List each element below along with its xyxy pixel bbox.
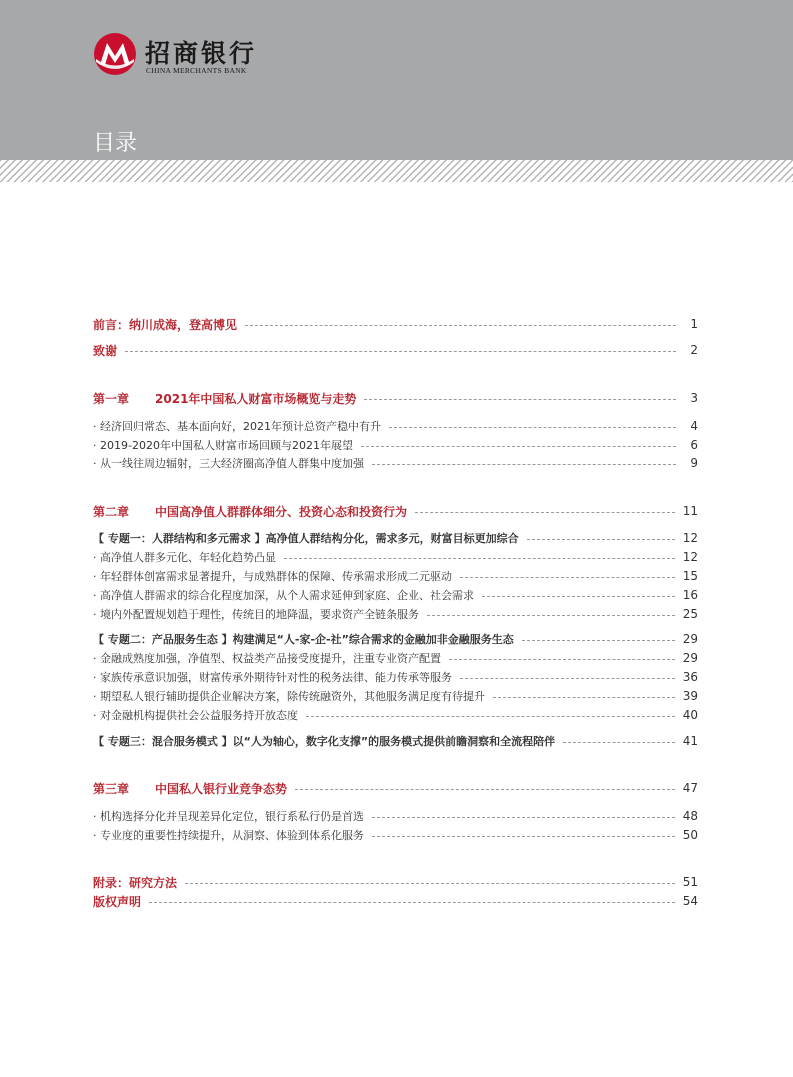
leader-dots bbox=[372, 464, 676, 465]
toc-entry-page: 54 bbox=[682, 894, 698, 908]
toc-entry-page: 2 bbox=[690, 343, 698, 357]
toc-entry-label: 【 专题二：产品服务生态 】构建满足“人-家-企-社”综合需求的金融加非金融服务生态 bbox=[93, 633, 514, 646]
leader-dots bbox=[306, 716, 675, 717]
toc-entry-page: 12 bbox=[682, 531, 698, 545]
toc-entry-page: 40 bbox=[682, 708, 698, 722]
toc-entry-label: · 2019-2020年中国私人财富市场回顾与2021年展望 bbox=[93, 439, 353, 452]
toc-entry-label: · 境内外配置规划趋于理性，传统目的地降温，要求资产全链条服务 bbox=[93, 608, 419, 621]
toc-entry-sub[interactable] bbox=[93, 807, 698, 825]
toc-entry-label: · 专业度的重要性持续提升，从洞察、体验到体系化服务 bbox=[93, 829, 364, 842]
toc-entry-label: · 从一线往周边辐射，三大经济圈高净值人群集中度加强 bbox=[93, 457, 364, 470]
toc-entry-page: 29 bbox=[682, 651, 698, 665]
toc-entry-copyright[interactable] bbox=[93, 892, 698, 910]
chapter-number: 第一章 bbox=[93, 391, 130, 406]
leader-dots bbox=[563, 742, 675, 743]
toc-entry-chapter-3[interactable] bbox=[93, 779, 698, 797]
leader-dots bbox=[185, 883, 675, 884]
brand-name-en: CHINA MERCHANTS BANK bbox=[146, 66, 247, 75]
leader-dots bbox=[449, 659, 675, 660]
toc-entry-label: 【 专题一：人群结构和多元需求 】高净值人群结构分化，需求多元，财富目标更加综合 bbox=[93, 532, 519, 545]
leader-dots bbox=[493, 697, 675, 698]
toc-entry-label: 致谢 bbox=[93, 343, 118, 358]
toc-entry-sub[interactable] bbox=[93, 548, 698, 566]
toc-entry-label: 前言：纳川成海，登高博见 bbox=[93, 317, 238, 332]
leader-dots bbox=[245, 325, 676, 326]
toc-entry-page: 47 bbox=[682, 781, 698, 795]
toc-entry-page: 51 bbox=[682, 875, 698, 889]
chapter-title: 中国私人银行业竞争态势 bbox=[155, 781, 288, 796]
toc-entry-label: · 机构选择分化并呈现差异化定位，银行系私行仍是首选 bbox=[93, 810, 364, 823]
toc-entry-sub[interactable] bbox=[93, 567, 698, 585]
chapter-title: 2021年中国私人财富市场概览与走势 bbox=[155, 391, 357, 406]
leader-dots bbox=[295, 789, 675, 790]
toc-entry-preface[interactable] bbox=[93, 315, 698, 333]
toc-entry-page: 36 bbox=[682, 670, 698, 684]
toc-entry-sub[interactable] bbox=[93, 687, 698, 705]
toc-entry-sub[interactable] bbox=[93, 605, 698, 623]
leader-dots bbox=[125, 351, 676, 352]
toc-entry-chapter-2[interactable] bbox=[93, 502, 698, 520]
toc-entry-label bbox=[93, 503, 407, 520]
toc-entry-topic-2[interactable] bbox=[93, 630, 698, 648]
toc-entry-label: · 家族传承意识加强，财富传承外期待针对性的税务法律、能力传承等服务 bbox=[93, 671, 452, 684]
toc-entry-page: 29 bbox=[682, 632, 698, 646]
toc-entry-label bbox=[93, 780, 287, 797]
toc-entry-appendix[interactable] bbox=[93, 873, 698, 891]
toc-entry-page: 4 bbox=[690, 419, 698, 433]
toc-entry-page: 6 bbox=[690, 438, 698, 452]
leader-dots bbox=[364, 399, 676, 400]
toc-entry-topic-3[interactable] bbox=[93, 732, 698, 750]
toc-entry-page: 9 bbox=[690, 456, 698, 470]
toc-entry-sub[interactable] bbox=[93, 417, 698, 435]
leader-dots bbox=[389, 427, 676, 428]
toc-entry-page: 12 bbox=[682, 550, 698, 564]
toc-entry-page: 50 bbox=[682, 828, 698, 842]
toc-entry-label: 附录：研究方法 bbox=[93, 875, 178, 890]
leader-dots bbox=[427, 615, 675, 616]
toc-entry-label: · 对金融机构提供社会公益服务持开放态度 bbox=[93, 709, 298, 722]
toc-entry-label: · 年轻群体创富需求显著提升，与成熟群体的保障、传承需求形成二元驱动 bbox=[93, 570, 452, 583]
leader-dots bbox=[522, 640, 675, 641]
chapter-number: 第三章 bbox=[93, 781, 130, 796]
leader-dots bbox=[284, 558, 675, 559]
toc-entry-page: 48 bbox=[682, 809, 698, 823]
toc-entry-label: · 金融成熟度加强，净值型、权益类产品接受度提升，注重专业资产配置 bbox=[93, 652, 441, 665]
chapter-title: 中国高净值人群群体细分、投资心态和投资行为 bbox=[155, 504, 408, 519]
toc-entry-sub[interactable] bbox=[93, 706, 698, 724]
toc-entry-sub[interactable] bbox=[93, 668, 698, 686]
toc-entry-page: 15 bbox=[682, 569, 698, 583]
toc-entry-page: 16 bbox=[682, 588, 698, 602]
leader-dots bbox=[149, 902, 675, 903]
toc-entry-page: 3 bbox=[690, 391, 698, 405]
toc-entry-label bbox=[93, 390, 356, 407]
page-title: 目录 bbox=[93, 131, 138, 156]
toc-entry-chapter-1[interactable] bbox=[93, 389, 698, 407]
leader-dots bbox=[361, 446, 676, 447]
toc-entry-label: · 高净值人群需求的综合化程度加深，从个人需求延伸到家庭、企业、社会需求 bbox=[93, 589, 474, 602]
leader-dots bbox=[415, 512, 675, 513]
brand-name-cn: 招商银行 bbox=[145, 39, 258, 68]
leader-dots bbox=[460, 577, 675, 578]
leader-dots bbox=[372, 817, 675, 818]
toc-entry-page: 1 bbox=[690, 317, 698, 331]
leader-dots bbox=[482, 596, 675, 597]
toc-entry-sub[interactable] bbox=[93, 649, 698, 667]
chapter-number: 第二章 bbox=[93, 504, 130, 519]
toc-entry-label: · 经济回归常态、基本面向好，2021年预计总资产稳中有升 bbox=[93, 420, 381, 433]
leader-dots bbox=[372, 836, 675, 837]
toc-entry-page: 39 bbox=[682, 689, 698, 703]
leader-dots bbox=[527, 539, 675, 540]
toc-entry-sub[interactable] bbox=[93, 436, 698, 454]
toc-entry-thanks[interactable] bbox=[93, 341, 698, 359]
toc-entry-page: 25 bbox=[682, 607, 698, 621]
toc-entry-label: · 高净值人群多元化、年轻化趋势凸显 bbox=[93, 551, 276, 564]
toc-entry-page: 11 bbox=[682, 504, 698, 518]
table-of-contents bbox=[93, 0, 698, 1077]
toc-entry-sub[interactable] bbox=[93, 586, 698, 604]
toc-entry-sub[interactable] bbox=[93, 454, 698, 472]
toc-entry-label: · 期望私人银行辅助提供企业解决方案，除传统融资外，其他服务满足度有待提升 bbox=[93, 690, 485, 703]
toc-entry-sub[interactable] bbox=[93, 826, 698, 844]
toc-entry-page: 41 bbox=[682, 734, 698, 748]
toc-entry-topic-1[interactable] bbox=[93, 529, 698, 547]
toc-entry-label: 【 专题三：混合服务模式 】以“人为轴心，数字化支撑”的服务模式提供前瞻洞察和全流程陪伴 bbox=[93, 735, 556, 748]
toc-entry-label: 版权声明 bbox=[93, 894, 142, 909]
leader-dots bbox=[460, 678, 675, 679]
